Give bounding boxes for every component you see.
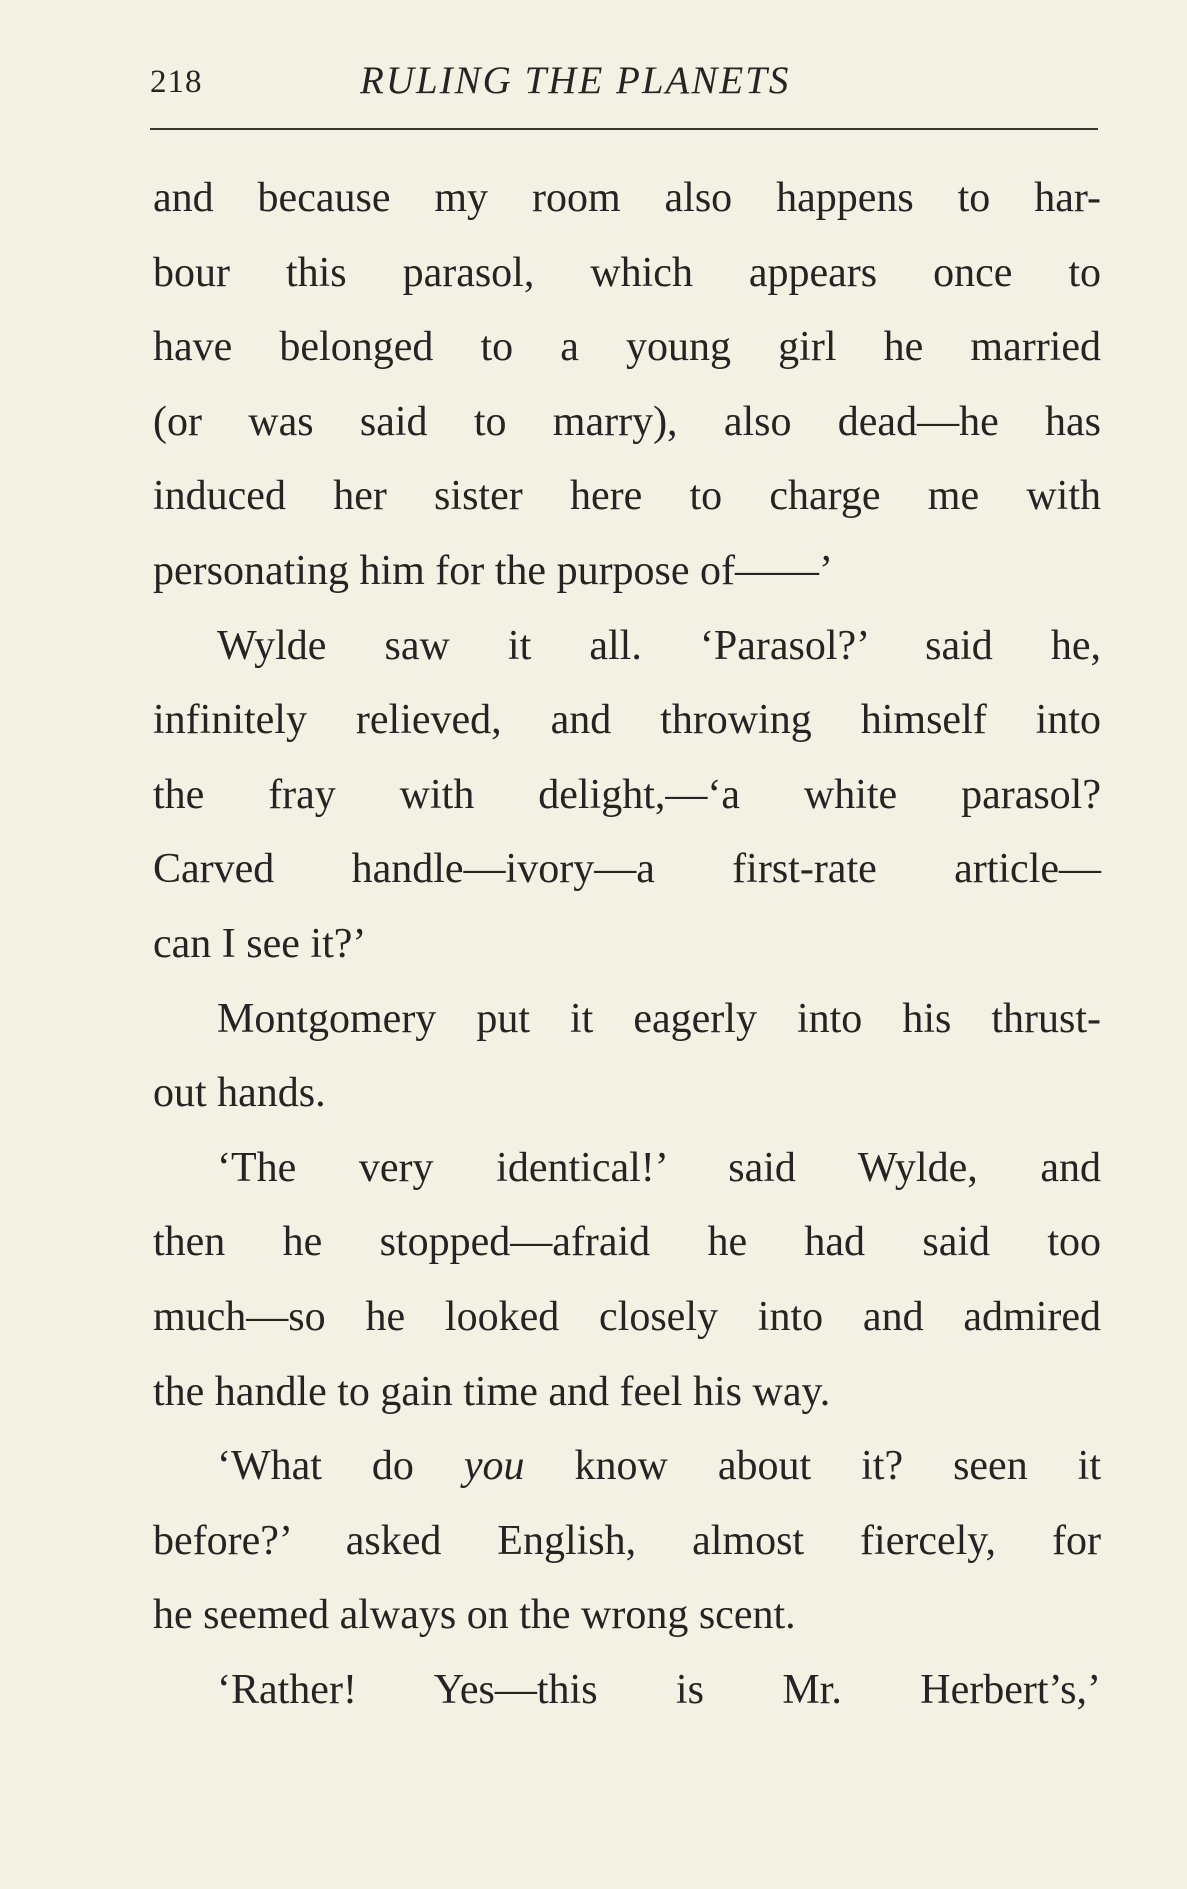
text-line-mixed (153, 1429, 1101, 1504)
text-line: Montgomery put it eagerly into his thrust- (217, 995, 1101, 1042)
text-line: induced her sister here to charge me with (153, 473, 1101, 520)
text-line-rest: know about it? seen it (574, 1443, 1102, 1490)
text-line: the fray with delight,—‘a white parasol? (153, 771, 1101, 818)
body-text (153, 161, 1101, 1727)
text-line: Carved handle—ivory—a first-rate article— (153, 846, 1101, 893)
text-line: bour this parasol, which appears once to (153, 249, 1101, 296)
text-line: personating him for the purpose of——’ (153, 547, 834, 594)
text-line: (or was said to marry), also dead—he has (153, 398, 1101, 445)
text-line: can I see it?’ (153, 920, 367, 967)
text-line: the handle to gain time and feel his way. (153, 1368, 831, 1415)
text-line: Wylde saw it all. ‘Parasol?’ said he, (217, 622, 1101, 669)
text-line: he seemed always on the wrong scent. (153, 1592, 796, 1639)
header-rule (150, 128, 1098, 130)
emphasis-word: you (463, 1443, 525, 1490)
running-title: RULING THE PLANETS (360, 59, 791, 102)
text-line: ‘Rather! Yes—this is Mr. Herbert’s,’ (217, 1666, 1101, 1713)
text-line: much—so he looked closely into and admired (153, 1293, 1101, 1340)
text-line: out hands. (153, 1070, 326, 1117)
text-line: infinitely relieved, and throwing himself into (153, 697, 1101, 744)
page-number: 218 (150, 64, 203, 100)
text-line-lead: ‘What do (217, 1443, 464, 1490)
text-line: have belonged to a young girl he married (153, 324, 1101, 371)
text-line: then he stopped—afraid he had said too (153, 1219, 1101, 1266)
text-line: before?’ asked English, almost fiercely, for (153, 1517, 1101, 1564)
text-line: ‘The very identical!’ said Wylde, and (217, 1144, 1101, 1191)
text-line: and because my room also happens to har- (153, 175, 1101, 221)
running-head (150, 58, 1098, 108)
